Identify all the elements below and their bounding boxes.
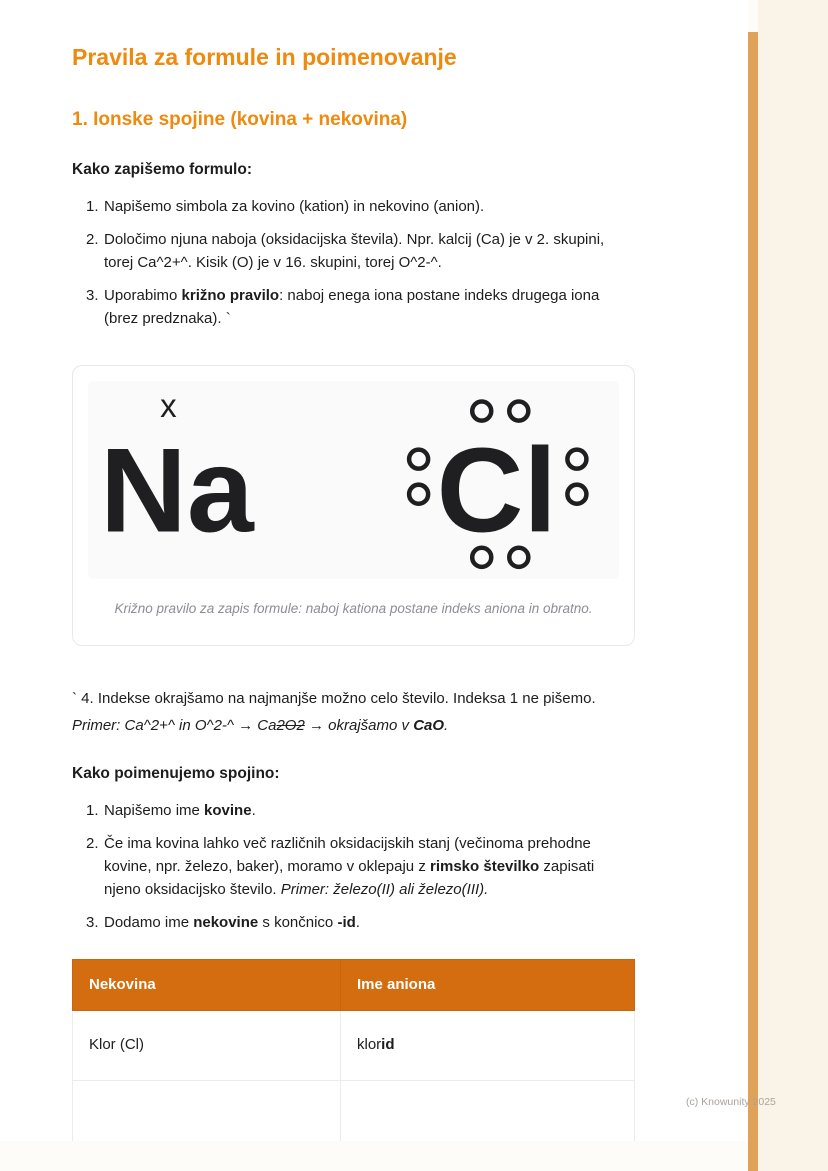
cross-rule-figure xyxy=(72,365,635,647)
lewis-structure-image xyxy=(88,381,619,579)
list-item xyxy=(72,285,635,331)
table-row-partial xyxy=(73,1081,635,1141)
list-item xyxy=(72,196,635,219)
cell-nonmetal: Klor (Cl) xyxy=(73,1011,341,1081)
list-item-number: 1. xyxy=(86,197,99,215)
charge-cross-mark: x xyxy=(160,387,177,425)
chlorine-symbol: Cl xyxy=(436,422,557,557)
list-item-number: 3. xyxy=(86,913,99,931)
bold-text: -id xyxy=(337,913,356,931)
naming-steps-list xyxy=(72,800,635,935)
page-title: Pravila za formule in poimenovanje xyxy=(72,44,457,70)
bold-text: CaO xyxy=(413,717,445,735)
step-four-text: ` 4. Indekse okrajšamo na najmanjše možno celo število. Indeksa 1 ne pišemo. xyxy=(72,690,596,708)
electron-dot xyxy=(567,449,586,468)
text-run: . xyxy=(444,717,449,735)
page-content xyxy=(72,0,635,1141)
formula-subheading: Kako zapišemo formulo: xyxy=(72,161,252,179)
electron-dot xyxy=(472,401,491,420)
italic-text: Primer: železo(II) ali železo(III). xyxy=(280,880,489,898)
bold-text: id xyxy=(381,1036,395,1054)
text-run: s končnico xyxy=(258,913,338,931)
text-run: Primer: Ca^2+^ in O^2-^ → Ca xyxy=(72,717,277,735)
list-item-text xyxy=(104,833,635,902)
watermark-text: (c) Knowunity 2025 xyxy=(686,1096,776,1108)
text-run: . xyxy=(355,913,360,931)
electron-dot xyxy=(567,484,586,503)
text-run: Dodamo ime xyxy=(104,913,194,931)
text-run: klor xyxy=(357,1036,382,1054)
electron-dot xyxy=(409,449,428,468)
list-item-number: 2. xyxy=(86,834,99,852)
struck-text: 2O2 xyxy=(276,717,305,735)
text-run: : naboj enega iona postane indeks drugega iona (brez predznaka). ` xyxy=(104,286,600,327)
table-row xyxy=(73,1011,635,1081)
list-item-number: 1. xyxy=(86,801,99,819)
text-run: → okrajšamo v xyxy=(304,717,414,735)
right-margin-band xyxy=(758,0,828,1171)
na-cl-diagram xyxy=(88,381,619,579)
list-item-text xyxy=(104,800,635,823)
cell-empty xyxy=(73,1081,341,1141)
bold-text: rimsko številko xyxy=(430,857,540,875)
sodium-symbol: Na xyxy=(100,422,254,557)
list-item xyxy=(72,229,635,275)
list-item xyxy=(72,912,635,935)
column-header-nonmetal: Nekovina xyxy=(73,959,341,1011)
list-item-text xyxy=(104,912,635,935)
list-item xyxy=(72,833,635,902)
figure-caption: Križno pravilo za zapis formule: naboj kationa postane indeks aniona in obratno. xyxy=(114,601,593,616)
column-header-anion: Ime aniona xyxy=(341,959,635,1011)
text-run: zapisati njeno oksidacijsko število. xyxy=(104,857,595,898)
list-item-number: 2. xyxy=(86,230,99,248)
text-run: Če ima kovina lahko več različnih oksidacijskih stanj (večinoma prehodne kovine, npr. železo, baker), moramo v oklepaju z xyxy=(104,834,591,875)
text-run: . xyxy=(251,801,256,819)
table-header-row xyxy=(73,959,635,1011)
list-item-text: Določimo njuna naboja (oksidacijska števila). Npr. kalcij (Ca) je v 2. skupini, torej Ca^2+^. Kisik (O) je v 16. skupini, torej O^2-^. xyxy=(104,230,605,271)
example-line xyxy=(72,715,635,738)
text-run: Napišemo ime xyxy=(104,801,205,819)
bold-text: nekovine xyxy=(193,913,259,931)
anion-naming-table xyxy=(72,959,635,1141)
cell-anion xyxy=(341,1011,635,1081)
side-stripe xyxy=(748,32,758,1171)
list-item xyxy=(72,800,635,823)
electron-dot xyxy=(409,484,428,503)
section-heading: 1. Ionske spojine (kovina + nekovina) xyxy=(72,109,408,131)
list-item-text xyxy=(104,285,635,331)
text-run: Uporabimo xyxy=(104,286,182,304)
bold-text: križno pravilo xyxy=(181,286,280,304)
list-item-text: Napišemo simbola za kovino (kation) in nekovino (anion). xyxy=(104,197,485,215)
list-item-number: 3. xyxy=(86,286,99,304)
naming-subheading: Kako poimenujemo spojino: xyxy=(72,765,280,783)
formula-steps-list xyxy=(72,196,635,331)
cell-empty xyxy=(341,1081,635,1141)
electron-dot xyxy=(509,401,528,420)
bold-text: kovine xyxy=(204,801,252,819)
